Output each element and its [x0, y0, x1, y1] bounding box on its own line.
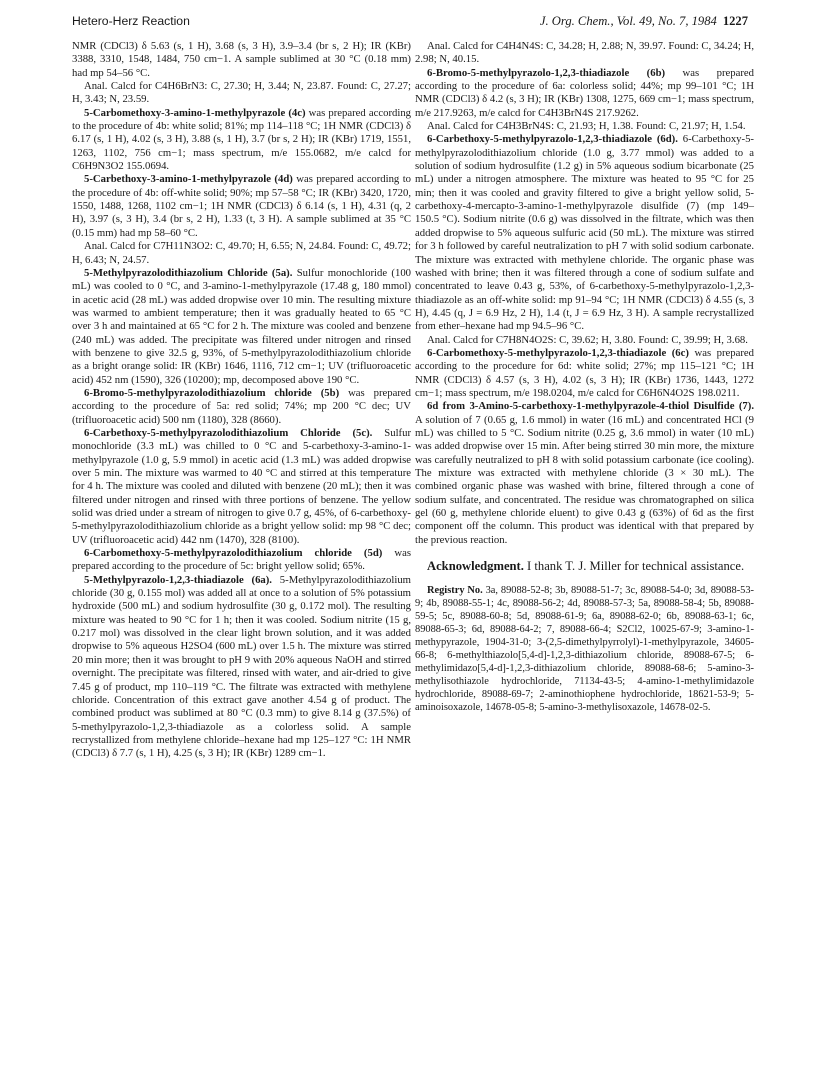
paragraph [72, 107, 411, 174]
paragraph-body: 6-Carbethoxy-5-methylpyrazolodithiazolium chloride (1.0 g, 3.77 mmol) was added to a solution of sodium hydrosulfite (1.2 g) in 5% aqueous sodium bicarbonate (25 mL) under a nitrogen atmosphere. The mixture was heated to 95 °C for 25 min; then it was cooled and gravity filtered to give a bright yellow solid, 5-carbethoxy-4-mercapto-3-amino-1-methylpyrazole disulfide (7) (mp 149–150.5 °C). Sodium nitrite (0.6 g) was dissolved in the filtrate, which was then added dropwise to 5% aqueous sulfuric acid (50 mL). The mixture was stirred for 3 h followed by careful neutralization to pH 7 with solid sodium carbonate. The mixture was extracted with methylene chloride. The organic phase was washed with brine; then it was filtered through a cone of sodium sulfate and concentrated to leave 0.43 g, 53%, of 6-carbethoxy-5-methylpyrazolo-1,2,3-thiadiazole as an off-white solid: mp 91–94 °C; 1H NMR (CDCl3) δ 4.55 (s, 3 H), 4.45 (q, J = 6.9 Hz, 2 H), 1.4 (t, J = 6.9 Hz, 3 H). A sample recrystallized from ether–hexane had mp 94.5–96 °C. [415, 133, 754, 333]
compound-heading: 5-Carbomethoxy-3-amino-1-methylpyrazole (4c) [84, 106, 306, 119]
right-column [415, 40, 754, 715]
compound-heading: 6-Bromo-5-methylpyrazolodithiazolium chloride (5b) [84, 386, 340, 399]
compound-heading: 6-Carbethoxy-5-methylpyrazolodithiazolium Chloride (5c). [84, 426, 373, 439]
paragraph: Anal. Calcd for C4H4N4S: C, 34.28; H, 2.88; N, 39.97. Found: C, 34.24; H, 2.98; N, 40.15. [415, 40, 754, 66]
paragraph [72, 387, 411, 427]
page-number: 1227 [722, 14, 748, 28]
compound-heading: 5-Methylpyrazolo-1,2,3-thiadiazole (6a). [84, 573, 272, 586]
compound-heading: 6-Carbomethoxy-5-methylpyrazolo-1,2,3-thiadiazole (6c) [427, 346, 689, 359]
paragraph [415, 67, 754, 120]
paragraph: Anal. Calcd for C4H6BrN3: C, 27.30; H, 3.44; N, 23.87. Found: C, 27.27; H, 3.43; N, 23.59. [72, 80, 411, 106]
paragraph [72, 427, 411, 547]
acknowledgment-heading: Acknowledgment. [427, 559, 524, 574]
paragraph-body: was prepared according to the procedure of 4b: off-white solid; 90%; mp 57–58 °C; IR (KBr) 3420, 1720, 1550, 1488, 1268, 1102 cm−1; 1H NMR (CDCl3) δ 6.14 (s, 1 H), 4.31 (q, 2 H), 3.97 (s, 3 H), 3.4 (br s, 2 H), 1.33 (t, 3 H). A sample sublimed at 35 °C (0.15 mm) had mp 58–60 °C. [72, 173, 412, 239]
journal-citation [540, 14, 748, 29]
registry-body: 3a, 89088-52-8; 3b, 89088-51-7; 3c, 89088-54-0; 3d, 89088-53-9; 4b, 89088-55-1; 4c, 89088-56-2; 4d, 89088-57-3; 5a, 89088-58-4; 5b, 89088-59-5; 5c, 89088-60-8; 5d, 89088-61-9; 6a, 89088-62-0; 6b, 89088-63-1; 6c, 89088-65-3; 6d, 89088-64-2; 7, 89088-66-4; S2Cl2, 10025-67-9; 3-amino-1-methypyrazole, 1904-31-0; 3-(2,5-dimethylpyrrolyl)-1-methylpyrazole, 34605-66-8; 6-methylthiazolo[5,4-d]-1,2,3-dithiazolium chloride, 89088-67-5; 6-methylimidazo[5,4-d]-1,2,3-dithiazolium chloride, 89088-68-6; 5-amino-3-methylisothiazole hydrochloride, 71134-43-5; 4-amino-1-methylimidazole hydrochloride, 89088-69-7; 2-aminothiophene hydrochloride, 18621-53-9; 5-aminoisoxazole, 14678-05-8; 5-amino-3-methylisoxazole, 14678-02-5. [415, 584, 755, 714]
paragraph [72, 173, 411, 240]
paragraph: Anal. Calcd for C4H3BrN4S: C, 21.93; H, 1.38. Found: C, 21.97; H, 1.54. [427, 120, 746, 133]
paragraph [72, 574, 411, 761]
acknowledgment-body: I thank T. J. Miller for technical assistance. [523, 559, 745, 574]
compound-heading: 6-Carbomethoxy-5-methylpyrazolodithiazolium chloride (5d) [84, 547, 383, 560]
paragraph-body: was prepared according to the procedure of 5c: bright yellow solid; 65%. [72, 547, 411, 573]
paragraph: Anal. Calcd for C7H11N3O2: C, 49.70; H, 6.55; N, 24.84. Found: C, 49.72; H, 6.43; N, 24.57. [72, 240, 411, 266]
paragraph-body: was prepared according to the procedure of 5a: red solid; 74%; mp 200 °C dec; UV (trifluoroacetic acid) 500 nm (1180), 328 (8660). [72, 386, 411, 426]
paragraph: NMR (CDCl3) δ 5.63 (s, 1 H), 3.68 (s, 3 H), 3.9–3.4 (br s, 2 H); IR (KBr) 3388, 3310, 1548, 1484, 750 cm−1. A sample sublimed at 30 °C (0.18 mm) had mp 54–56 °C. [72, 40, 411, 79]
running-title: Hetero-Herz Reaction [72, 14, 190, 28]
paragraph-body: was prepared according to the procedure for 6d: white solid; 27%; mp 115–121 °C; 1H NMR (CDCl3) δ 4.57 (s, 3 H), 4.02 (s, 3 H); IR (KBr) 1736, 1443, 1272 cm−1; mass spectrum, m/e 198.0204, m/e calcd for C6H6N4O2S 198.0211. [415, 346, 754, 399]
compound-heading: 6-Bromo-5-methylpyrazolo-1,2,3-thiadiazole (6b) [427, 66, 666, 79]
journal-reference: J. Org. Chem., Vol. 49, No. 7, 1984 [539, 14, 717, 28]
compound-heading: 5-Carbethoxy-3-amino-1-methylpyrazole (4d) [84, 173, 293, 186]
registry-heading: Registry No. [427, 584, 483, 596]
paragraph [415, 400, 754, 547]
compound-heading: 5-Methylpyrazolodithiazolium Chloride (5a). [84, 266, 293, 279]
compound-heading: 6d from 3-Amino-5-carbethoxy-1-methylpyrazole-4-thiol Disulfide (7). [427, 400, 754, 413]
left-column [72, 40, 411, 761]
paragraph-body: 5-Methylpyrazolodithiazolium chloride (30 g, 0.155 mol) was added all at once to a solution of 5% potassium hydroxide (500 mL) and sodium hydrosulfite (30 g, 0.172 mol). The resulting mixture was heated to 90 °C for 1 h; then it was cooled. Sodium nitrite (15 g, 0.217 mol) was dissolved in the clear light brown solution, and it was added dropwise to 5% aqueous H2SO4 (600 mL) over 1.5 h. The mixture was stirred 20 min more; then it was brought to pH 9 with 20% aqueous NaOH and stirred overnight. The precipitate was filtered, rinsed with water, and air-dried to give 7.45 g of product, mp 110–119 °C. The filtrate was extracted with methylene chloride. Concentration of this extract gave another 4.54 g of product. The combined product was sublimed at 80 °C (0.3 mm) to give 8.14 g (37.5%) of 5-methylpyrazolo-1,2,3-thiadiazole as a colorless solid. A sample recrystallized from methylene chloride–hexane had mp 125–127 °C: 1H NMR (CDCl3) δ 7.7 (s, 1 H), 4.25 (s, 3 H); IR (KBr) 1289 cm−1. [72, 573, 411, 760]
paragraph [415, 347, 754, 400]
paragraph [415, 133, 754, 333]
paragraph-body: Sulfur monochloride (100 mL) was cooled to 0 °C, and 3-amino-1-methylpyrazole (17.48 g, 180 mmol) in acetic acid (28 mL) was added dropwise over 10 min. The resulting mixture was warmed to ambient temperature; then it was gradually heated to 65 °C over 3 h and maintained at 65 °C for 2 h. The mixture was cooled and benzene (240 mL) was added. The precipitate was filtered under nitrogen and rinsed with benzene to give 32.5 g, 93%, of 5-methylpyrazolodithiazolium chloride as a bright orange solid: IR (KBr) 1646, 1116, 712 cm−1; UV (trifluoroacetic acid) 452 nm (1590), 326 (10200); mp, decomposed above 190 °C. [72, 266, 412, 386]
registry-numbers [415, 584, 754, 715]
paragraph-body: was prepared according to the procedure of 6a: colorless solid; 44%; mp 99–101 °C; 1H NMR (CDCl3) δ 4.2 (s, 3 H); IR (KBr) 1308, 1275, 669 cm−1; mass spectrum, m/e 217.9263, m/e calcd for C4H3BrN4S 217.9262. [415, 66, 754, 119]
paragraph-body: Sulfur monochloride (3.3 mL) was chilled to 0 °C and 5-carbethoxy-3-amino-1-methylpyrazole (1.0 g, 5.9 mmol) in acetic acid (1.3 mL) was added dropwise over 5 min. The mixture was warmed to 40 °C and stirred at this temperature for 4 h. The mixture was cooled and diluted with benzene (20 mL); then it was filtered under nitrogen and rinsed with three portions of benzene. The yellow solid was dried under a stream of nitrogen to give 0.7 g, 45%, of 6-carbethoxy-5-methylpyrazolodithiazolium chloride as a bright yellow solid: mp 98 °C dec; UV (trifluoroacetic acid) 442 nm (1470), 328 (8100). [72, 426, 412, 546]
compound-heading: 6-Carbethoxy-5-methylpyrazolo-1,2,3-thiadiazole (6d). [427, 133, 678, 146]
acknowledgment [415, 559, 754, 575]
paragraph [72, 267, 411, 387]
paragraph [72, 547, 411, 574]
paragraph-body: was prepared according to the procedure of 4b: white solid; 81%; mp 114–118 °C; 1H NMR (CDCl3) δ 6.17 (s, 1 H), 4.02 (s, 3 H), 3.88 (s, 1 H), 3.7 (br s, 2 H); IR (KBr) 1719, 1551, 1263, 1102, 756 cm−1; mass spectrum, m/e 155.0682, m/e calcd for C6H9N3O2 155.0694. [72, 106, 412, 173]
paragraph: Anal. Calcd for C7H8N4O2S: C, 39.62; H, 3.80. Found: C, 39.99; H, 3.68. [427, 333, 748, 346]
running-header [72, 14, 748, 32]
paragraph-body: A solution of 7 (0.65 g, 1.6 mmol) in water (16 mL) and concentrated HCl (9 mL) was chilled to 5 °C. Sodium nitrite (0.25 g, 3.6 mmol) in water (10 mL) was added dropwise over 15 min. After being stirred 30 min more, the mixture was carefully neutralized to pH 8 with solid potassium carbonate (ice cooling). The mixture was extracted with methylene chloride (3 × 30 mL). The combined organic phase was washed with brine, filtered through a cone of sodium sulfate, and concentrated. The residue was chromatographed on silica gel (60 g, methylene chloride eluent) to give 0.43 g (63%) of 6d as the first component off the column. This product was identical with that prepared by the previous reaction. [415, 413, 754, 546]
